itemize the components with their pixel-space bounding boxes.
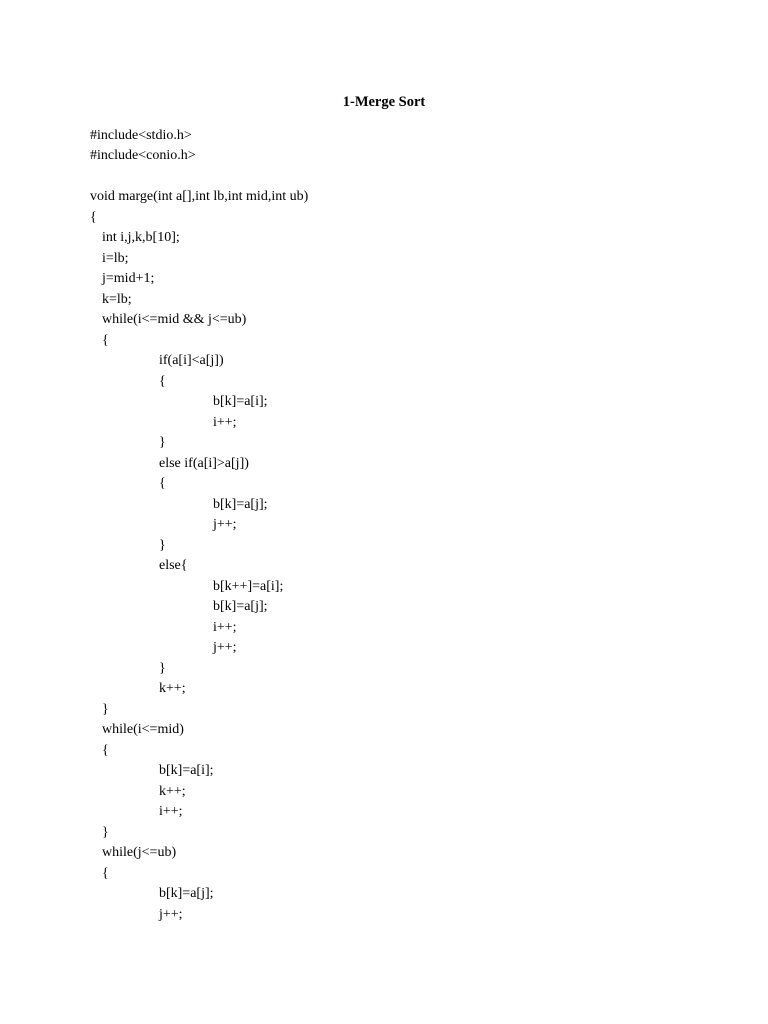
code-line: b[k]=a[j]; [213,599,268,614]
code-line: void marge(int a[],int lb,int mid,int ub) [90,189,309,204]
code-line: int i,j,k,b[10]; [102,230,180,245]
code-line: i++; [213,415,237,430]
code-line: if(a[i]<a[j]) [159,353,224,368]
code-line: { [102,743,109,758]
code-line: b[k]=a[i]; [159,763,214,778]
code-line: k++; [159,784,186,799]
code-line: j++; [213,640,237,655]
code-line: k=lb; [102,292,132,307]
page-title: 1-Merge Sort [342,94,426,110]
code-line: #include<stdio.h> [90,128,192,143]
code-line: } [102,825,109,840]
code-line: } [159,435,166,450]
code-line: while(i<=mid) [102,722,184,737]
code-line: } [159,661,166,676]
code-line: else if(a[i]>a[j]) [159,456,249,471]
code-line: j=mid+1; [102,271,155,286]
code-line: #include<conio.h> [90,148,196,163]
code-line: { [102,333,109,348]
code-line: while(i<=mid && j<=ub) [102,312,247,327]
code-line: k++; [159,681,186,696]
code-line: i=lb; [102,251,129,266]
code-line: { [102,866,109,881]
code-line: { [159,374,166,389]
code-line: else{ [159,558,188,573]
code-line: i++; [213,620,237,635]
code-line: while(j<=ub) [102,845,177,860]
code-line: } [159,538,166,553]
code-line: { [90,210,97,225]
code-line: j++; [213,517,237,532]
code-line: b[k]=a[i]; [213,394,268,409]
code-line: i++; [159,804,183,819]
code-line: b[k]=a[j]; [159,886,214,901]
code-line: } [102,702,109,717]
code-line: b[k++]=a[i]; [213,579,284,594]
code-line: b[k]=a[j]; [213,497,268,512]
code-line: { [159,476,166,491]
code-line: j++; [159,907,183,922]
